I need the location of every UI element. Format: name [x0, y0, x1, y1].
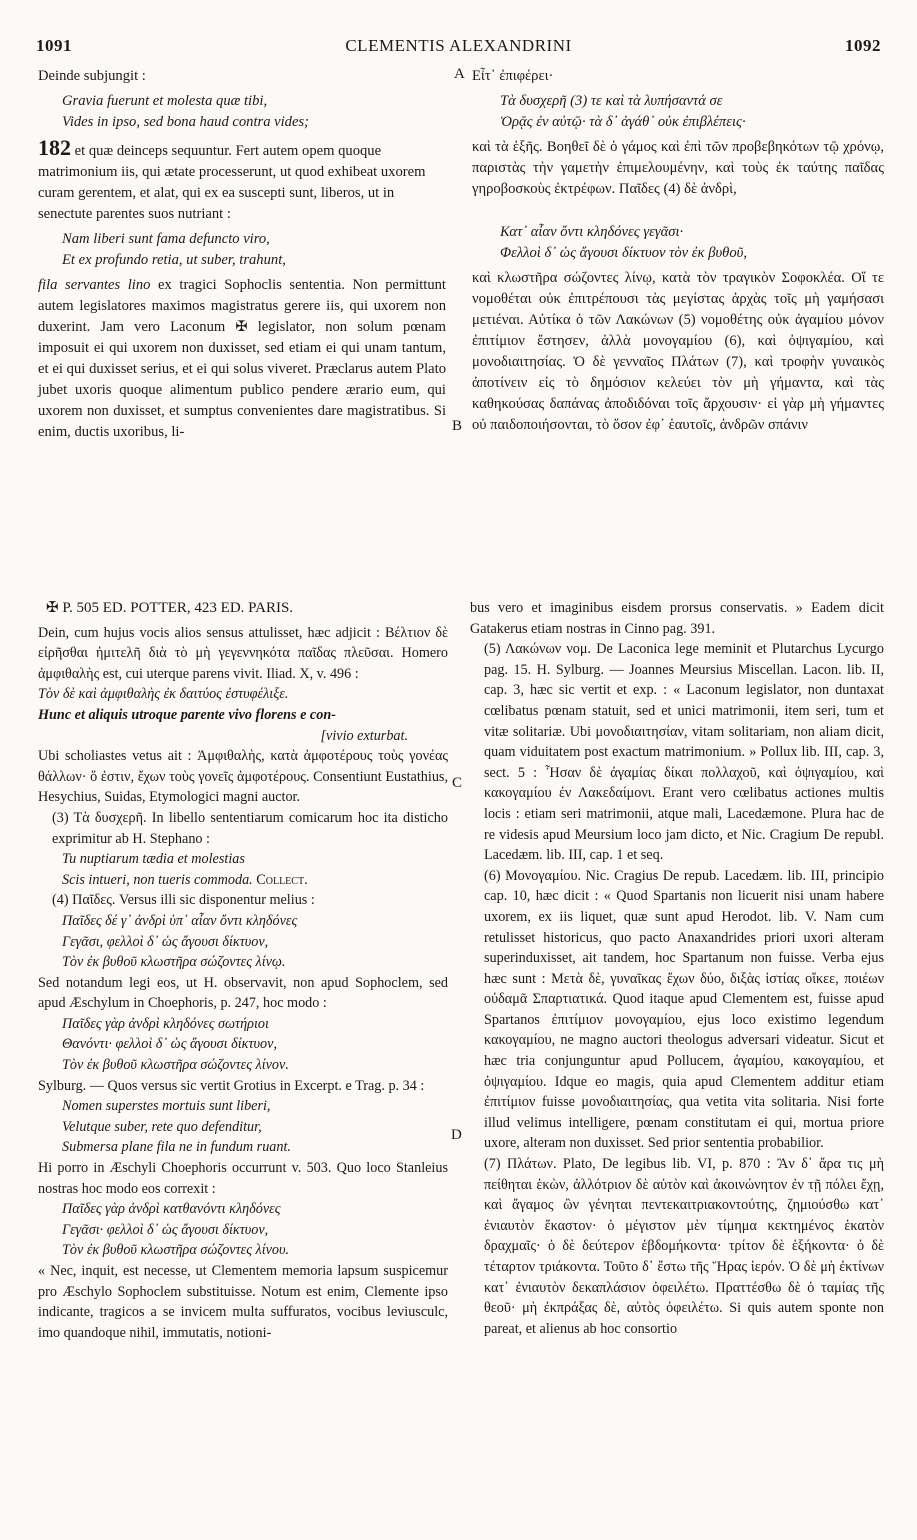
greek-verse: Ὁρᾷς ἐν αὐτῷ· τὰ δ᾽ ἀγάθ᾽ οὐκ ἐπιβλέπεις·: [500, 114, 746, 130]
note-paragraph: (7) Πλάτων. Plato, De legibus lib. VI, p. 870 : Ἂν δ᾽ ἄρα τις μὴ πείθηται ἑκὼν, ἀλλότριον δὲ αὑτὸν καὶ ἀκοινώνητον ἐν τῇ πόλει ἔχῃ, καὶ ἄγαμος ὢν γένηται πεντεκαιτριακοντούτης, ζημιούσθω κατ᾽ ἐνιαυτὸν ἕκαστον· ὁ μέγιστον μὲν τίμημα κεκτημένος ἑκατὸν δραχμαῖς· ὁ δὲ δεύτερον ἑβδομήκοντα· τρίτον δὲ ἑξήκοντα· ὁ δὲ τέταρτον τριάκοντα. Τοῦτο δ᾽ ἔστω τῆς Ἥρας ἱερόν. Ὁ δὲ μὴ ἐκτίνων κατ᾽ ἐνιαυτὸν δεκαπλάσιον ὀφειλέτω. Πραττέσθω δὲ ὁ ταμίας τῆς θεοῦ· μὴ ἐκπράξας δὲ, αὐτὸς ὀφειλέτω. Si quis autem sponte non pareat, et alienus ab hoc consortio: [484, 1156, 884, 1337]
note-paragraph: Ubi scholiastes vetus ait : Ἀμφιθαλὴς, κατὰ ἀμφοτέρους τοὺς γονέας θάλλων· ὅ ἐστιν, ἔχων τοὺς γονεῖς ἀμφοτέρους. Consentiunt Eustathius, Hesychius, Suidas, Etymologici magni auctor.: [38, 748, 448, 806]
page-header: [36, 36, 881, 62]
note-verse: [38, 870, 448, 891]
page-title: CLEMENTIS ALEXANDRINI: [345, 36, 572, 55]
note-verse: Τὸν δὲ καὶ ἀμφιθαλὴς ἐκ δαιτύος ἐστυφέλιξε.: [38, 686, 289, 703]
note-verse: Θανόντι· φελλοὶ δ᾽ ὡς ἄγουσι δίκτυον,: [62, 1036, 277, 1053]
note-verse: Velutque suber, rete quo defenditur,: [62, 1118, 262, 1135]
latin-verse: Nam liberi sunt fama defuncto viro,: [62, 231, 270, 247]
greek-main-column: [472, 66, 884, 436]
note-paragraph: « Nec, inquit, est necesse, ut Clementem memoria lapsum suspicemur pro Æschylo Sophoclem substituisse. Notum est enim, Clemente ipso indicante, tragicos a se invicem multa suffuratos, vocibus leviusculc, imo quandoque nihil, immutatis, notioni-: [38, 1263, 448, 1341]
latin-verse: Gravia fuerunt et molesta quæ tibi,: [62, 93, 268, 109]
note-verse: Τὸν ἐκ βυθοῦ κλωστῆρα σώζοντες λίνου.: [62, 1242, 290, 1259]
note-verse: Nomen superstes mortuis sunt liberi,: [62, 1098, 271, 1115]
latin-paragraph: [38, 275, 446, 443]
page-number-left: 1091: [36, 36, 72, 55]
note-paragraph: Dein, cum hujus vocis alios sensus attulisset, hæc adjicit : Βέλτιον δὲ εἰρῆσθαι ἡμιτελῆ διὰ τὸ μὴ γεγεννηκότα παῖδας πλεῦσαι. Homero ἀμφιθαλὴς est, cui uterque parens vivit. Iliad. X, v. 496 :: [38, 624, 448, 682]
note-verse: Τὸν ἐκ βυθοῦ κλωστῆρα σώζοντες λίνῳ.: [62, 954, 286, 971]
note-verse: Γεγᾶσι· φελλοὶ δ᾽ ὡς ἄγουσι δίκτυον,: [62, 1221, 269, 1238]
edition-reference: ✠ P. 505 ED. POTTER, 423 ED. PARIS.: [46, 600, 294, 616]
note-paragraph: (4) Παῖδες. Versus illi sic disponentur melius :: [52, 892, 315, 909]
latin-paragraph: [38, 137, 446, 225]
latin-main-column: [38, 66, 446, 443]
greek-paragraph: καὶ τὰ ἑξῆς. Βοηθεῖ δὲ ὁ γάμος καὶ ἐπὶ τῶν προβεβηκότων τῷ χρόνῳ, παριστὰς τὴν γαμετὴν ἐπιμελουμένην, καὶ τοὺς ἐκ ταύτης παῖδας γηροβοσκοὺς ἐκτρέφων. Παῖδες (4) δὲ ἀνδρὶ,: [472, 139, 884, 197]
note-verse: Παῖδες γὰρ ἀνδρὶ κληδόνες σωτήριοι: [62, 1015, 269, 1032]
note-attribution: Collect.: [256, 871, 308, 888]
greek-verse: Κατ᾽ αἶαν ὄντι κληδόνες γεγᾶσι·: [500, 224, 684, 240]
note-verse: Παῖδες γὰρ ἀνδρὶ κατθανόντι κληδόνες: [62, 1201, 281, 1218]
latin-verse: Vides in ipso, sed bona haud contra vides;: [62, 114, 309, 130]
notes-right-column: [470, 598, 884, 1339]
section-marker-c: C: [452, 775, 463, 791]
section-marker-b: B: [452, 418, 463, 434]
latin-paragraph-text: et quæ deinceps sequuntur. Fert autem opem quoque matrimonium iis, qui ætate processerunt, ut quod exhibeat uxorem curam gerentem, et alat, qui ex ea suscepti sunt, liberos, ut in senectute parentes suos nutriant :: [38, 143, 426, 222]
note-paragraph: (5) Λακώνων νομ. De Laconica lege meminit et Plutarchus Lycurgo pag. 15. H. Sylburg. — Joannes Meursius Miscellan. Lacon. lib. II, cap. 3, hæc sic vertit et exp. : « Laconum legislator, non duntaxat cœlibatus pœnam statuit, sed et unici matrimonii, item seri, tum et vitæ solitariæ. Ubi μονοδιαιτησίαν, vitam solitariam, non aliam dicit, quam viduitatem post exactum matrimonium. » Pollux lib. III, cap. 3, sect. 5 : Ἦσαν δὲ ἀγαμίας δίκαι πολλαχοῦ, καὶ ὀψιγαμίου, καὶ κακογαμίου ἐν Λακεδαίμονι. Erant vero cœlibatus actiones multis locis : etiam seri matrimonii, atque mali, Lacedæmone. Plura hac de re videsis apud Meursium loco jam dicto, et Nic. Cragium De republ. Lacedæm. lib. III, cap. 1 et seq.: [484, 641, 884, 864]
section-marker-a: A: [454, 66, 465, 82]
section-number: 182: [38, 135, 71, 160]
note-verse: Tu nuptiarum tædia et molestias: [62, 851, 245, 868]
latin-verse: Et ex profundo retia, ut suber, trahunt,: [62, 252, 286, 268]
note-paragraph: bus vero et imaginibus eisdem prorsus conservatis. » Eadem dicit Gatakerus etiam nostras in Cinno pag. 391.: [470, 600, 884, 637]
note-paragraph: Hi porro in Æschyli Choephoris occurrunt v. 503. Quo loco Stanleius nostras hoc modo eos correxit :: [38, 1160, 448, 1197]
greek-paragraph: καὶ κλωστῆρα σώζοντες λίνῳ, κατὰ τὸν τραγικὸν Σοφοκλέα. Οἵ τε νομοθέται οὐκ ἐπιτρέπουσι τὰς μεγίστας ἀρχὰς τοῖς μὴ γαμήσασι μετιέναι. Αὐτίκα ὁ τῶν Λακώνων (5) νομοθέτης οὐκ ἀγαμίου μόνον ἐπιτίμιον ἔστησεν, ἀλλὰ μονογαμίου (6), καὶ ὀψιγαμίου, καὶ μονοδιαιτησίας. Ὁ δὲ γενναῖος Πλάτων (7), καὶ τροφὴν γυναικὸς ἀποτίνειν εἰς τὸ δημόσιον κελεύει τὸν μὴ γήμαντα, καὶ τὰς καθηκούσας δαπάνας ἀποδιδόναι τοῖς ἄρχουσιν· εἰ γὰρ μὴ γήμαντες οὐ παιδοποιήσονται, τὸ ὅσον ἐφ᾽ ἑαυτοῖς, ἀνδρῶν σπάνιν: [472, 270, 884, 433]
greek-intro: Εἶτ᾽ ἐπιφέρει·: [472, 68, 554, 84]
note-paragraph: Sylburg. — Quos versus sic vertit Grotius in Excerpt. e Trag. p. 34 :: [38, 1077, 425, 1094]
latin-paragraph-text: ex tragici Sophoclis sententia. Non permittunt autem legislatores maximos magistratus gerere iis, qui uxorem non duxerint. Jam vero Laconum ✠ legislator, non solum pœnam imposuit ei qui uxorem non duxisset, sed etiam ei qui unam tantum, et ei qui duxisset serius, et ei qui solus viveret. Præclarus autem Plato jubet uxoris quoque alimentum publico pendere ærario eum, qui uxorem non duxisset, et sumptus convenientes dare magistratibus. Si enim, ductis uxoribus, li-: [38, 277, 446, 440]
note-paragraph: Sed notandum legi eos, ut H. observavit, non apud Sophoclem, sed apud Æschylum in Choephoris, p. 247, hoc modo :: [38, 974, 448, 1012]
note-verse: Γεγᾶσι, φελλοὶ δ᾽ ὡς ἄγουσι δίκτυον,: [62, 933, 269, 950]
note-verse: Παῖδες δέ γ᾽ ἀνδρὶ ὑπ᾽ αἶαν ὄντι κληδόνες: [62, 912, 298, 929]
notes-left-column: [38, 598, 448, 1343]
note-verse: Τὸν ἐκ βυθοῦ κλωστῆρα σώζοντες λίνον.: [62, 1057, 289, 1074]
section-marker-d: D: [451, 1127, 462, 1143]
greek-verse: Φελλοὶ δ᾽ ὡς ἄγουσι δίκτυον τὸν ἐκ βυθοῦ,: [500, 245, 747, 261]
note-verse: [vivio exturbat.: [320, 727, 408, 744]
greek-verse: Τὰ δυσχερῆ (3) τε καὶ τὰ λυπήσαντά σε: [500, 93, 723, 109]
latin-intro: Deinde subjungit :: [38, 68, 146, 84]
note-paragraph: (3) Τὰ δυσχερῆ. In libello sententiarum comicarum hoc ita disticho exprimitur ab H. Stephano :: [52, 809, 448, 847]
note-verse: Hunc et aliquis utroque parente vivo florens e con-: [38, 706, 336, 723]
note-verse-text: Scis intueri, non tueris commoda.: [62, 871, 253, 888]
note-verse: Submersa plane fila ne in fundum ruant.: [62, 1139, 291, 1156]
latin-italic-phrase: fila servantes lino: [38, 277, 151, 293]
note-paragraph: (6) Μονογαμίου. Nic. Cragius De repub. Lacedæm. lib. III, principio cap. 10, hæc dicit : « Quod Spartanis non licuerit nisi unam habere uxorem, ex iis liquet, quæ sunt apud Herodot. lib. V. Nam cum retulisset historicus, quo pacto Anaxandrides priori uxori alteram superinduxisset, ait tandem, hoc Spartanum non fuisse. Verba ejus hæc sunt : Μετὰ δὲ, γυναῖκας ἔχων δύο, διξὰς ἱστίας οἴκεε, ποιέων οὐδαμᾶ Σπαρτιατικά. Quod itaque apud Clementem est, fuisse apud Spartanos ἐπιτίμιον μονογαμίου, ejus loco existimo legendum κακογαμίου, ne magno auctori theologus adversari videatur. Sicut et hæc tria conjunguntur apud Pollucem, ἀγαμίου, κακογαμίου, et ὀψιγαμίου. Idque eo magis, quia apud Clementem additur etiam ἐπιτίμιον fuisse μονοδιαιτησίας, qua vetita vita solitaria. Nisi forte illud velimus intelligere, pœnam constitutam ei qui, mortua priore uxore, alteram non duxisset. Sed prior sententia probabilior.: [484, 867, 884, 1152]
page-number-right: 1092: [845, 36, 881, 55]
